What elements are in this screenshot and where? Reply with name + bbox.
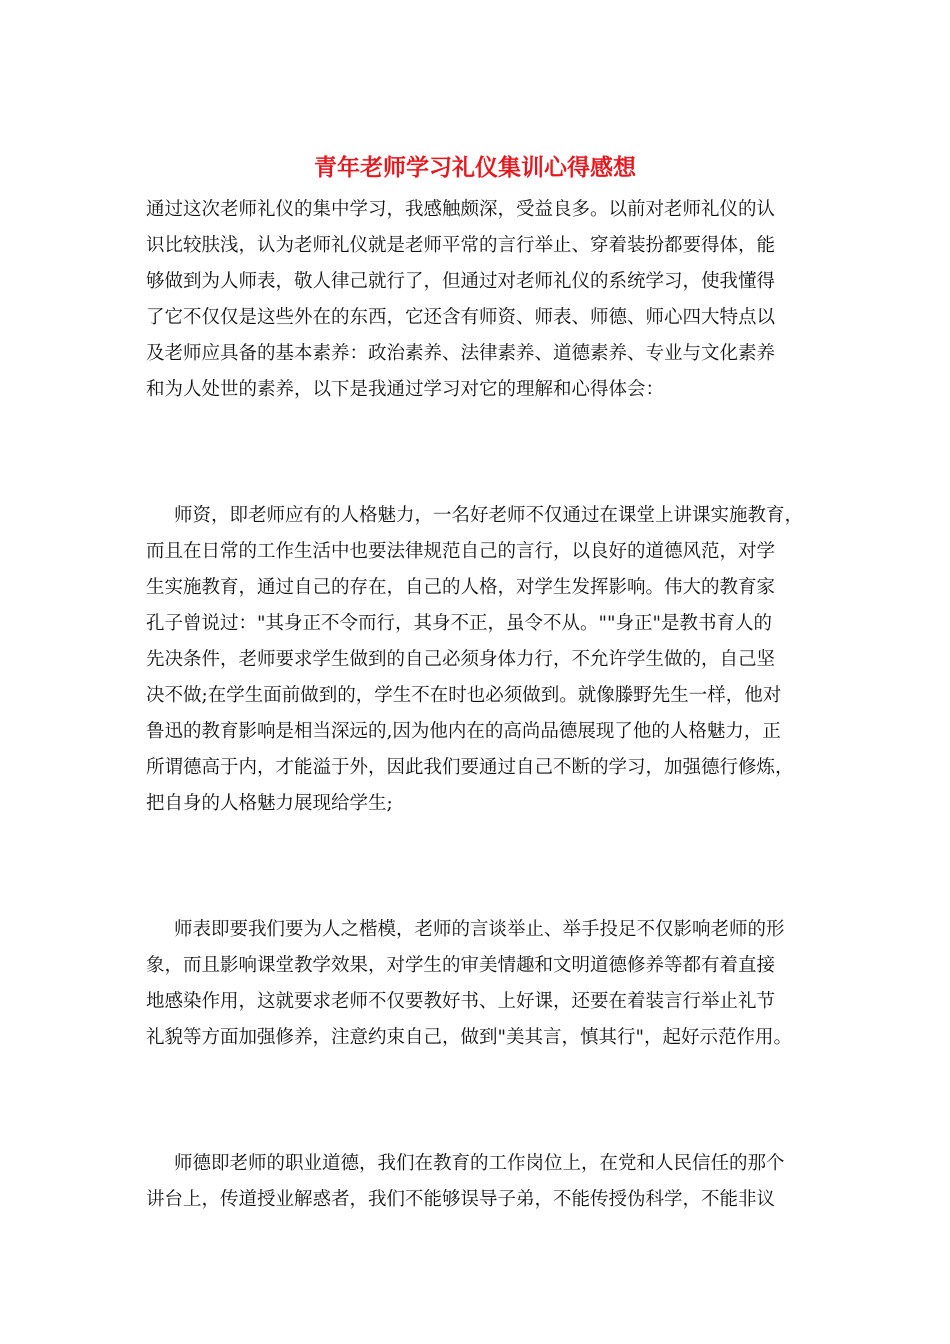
paragraph-line: 了它不仅仅是这些外在的东西，它还含有师资、师表、师德、师心四大特点以 (146, 307, 776, 328)
paragraph-line: 象，而且影响课堂教学效果，对学生的审美情趣和文明道德修养等都有着直接 (146, 955, 776, 976)
paragraph-line: 而且在日常的工作生活中也要法律规范自己的言行，以良好的道德风范，对学 (146, 541, 776, 562)
paragraph-line: 师资，即老师应有的人格魅力，一名好老师不仅通过在课堂上讲课实施教育， (174, 505, 804, 526)
paragraph-spacer (146, 408, 826, 498)
document-body (146, 192, 826, 1218)
paragraph-line: 地感染作用，这就要求老师不仅要教好书、上好课，还要在着装言行举止礼节 (146, 991, 776, 1012)
paragraph-line: 生实施教育，通过自己的存在，自己的人格，对学生发挥影响。伟大的教育家 (146, 577, 776, 598)
paragraph-teacher-example (146, 912, 826, 1056)
paragraph-line: 所谓德高于内，才能溢于外，因此我们要通过自己不断的学习，加强德行修炼， (146, 757, 794, 778)
paragraph-line: 够做到为人师表，敬人律己就行了，但通过对老师礼仪的系统学习，使我懂得 (146, 271, 776, 292)
paragraph-line: 和为人处世的素养，以下是我通过学习对它的理解和心得体会： (146, 379, 665, 400)
paragraph-line: 识比较肤浅，认为老师礼仪就是老师平常的言行举止、穿着装扮都要得体，能 (146, 235, 776, 256)
paragraph-line: 及老师应具备的基本素养：政治素养、法律素养、道德素养、专业与文化素养 (146, 343, 776, 364)
paragraph-line: 先决条件，老师要求学生做到的自己必须身体力行，不允许学生做的，自己坚 (146, 649, 776, 670)
paragraph-line: 师德即老师的职业道德，我们在教育的工作岗位上，在党和人民信任的那个 (174, 1153, 785, 1174)
paragraph-line: 鲁迅的教育影响是相当深远的,因为他内在的高尚品德展现了他的人格魅力，正 (146, 721, 781, 742)
paragraph-line: 师表即要我们要为人之楷模，老师的言谈举止、举手投足不仅影响老师的形 (174, 919, 785, 940)
paragraph-line: 孔子曾说过："其身正不令而行，其身不正，虽令不从。""身正"是教书育人的 (146, 613, 773, 634)
paragraph-line: 把自身的人格魅力展现给学生; (146, 793, 393, 814)
paragraph-line: 礼貌等方面加强修养，注意约束自己，做到"美其言，慎其行"，起好示范作用。 (146, 1027, 793, 1048)
document-title: 青年老师学习礼仪集训心得感想 (314, 154, 636, 181)
paragraph-line: 通过这次老师礼仪的集中学习，我感触颇深，受益良多。以前对老师礼仪的认 (146, 199, 776, 220)
paragraph-line: 决不做;在学生面前做到的，学生不在时也必须做到。就像滕野先生一样，他对 (146, 685, 782, 706)
paragraph-teacher-quality (146, 498, 826, 822)
paragraph-teacher-ethics (146, 1146, 826, 1218)
paragraph-spacer (146, 1056, 826, 1146)
paragraph-intro (146, 192, 826, 408)
paragraph-spacer (146, 822, 826, 912)
paragraph-line: 讲台上，传道授业解惑者，我们不能够误导子弟，不能传授伪科学，不能非议 (146, 1189, 776, 1210)
